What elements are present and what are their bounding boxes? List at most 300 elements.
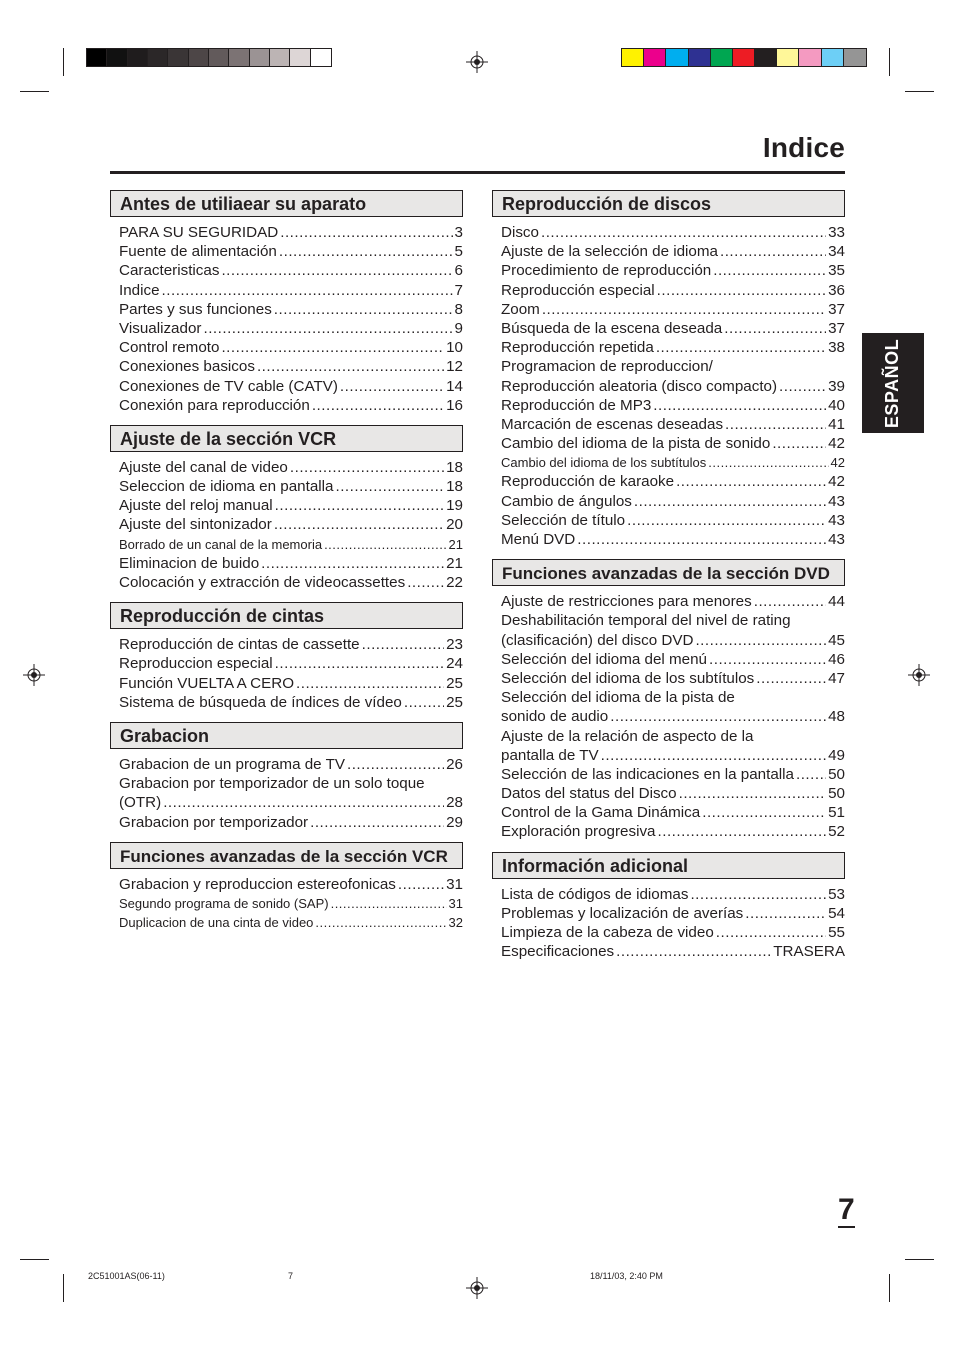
toc-entry-text: Selección del idioma de los subtítulos xyxy=(501,669,755,687)
dot-leader xyxy=(702,803,826,822)
toc-entries xyxy=(492,223,845,549)
calibration-swatch xyxy=(168,49,188,66)
dot-leader xyxy=(221,338,444,357)
dot-leader xyxy=(756,669,826,688)
dot-leader xyxy=(203,319,452,338)
dot-leader xyxy=(362,635,444,654)
toc-entry xyxy=(501,492,845,511)
toc-entry-page: 54 xyxy=(828,904,845,922)
toc-entry-text: Colocación y extracción de videocassettes xyxy=(119,574,406,591)
toc-entry xyxy=(501,319,845,338)
toc-entry-text: Conexiones de TV cable (CATV) xyxy=(119,377,338,395)
dot-leader xyxy=(324,535,446,554)
toc-entry-page: 31 xyxy=(448,895,463,911)
toc-entry-page: 25 xyxy=(446,693,463,711)
toc-entry xyxy=(119,477,463,496)
toc-entry-page: 34 xyxy=(828,243,845,261)
toc-entry-page: 20 xyxy=(446,516,463,534)
dot-leader xyxy=(312,396,444,415)
toc-entry-page: 43 xyxy=(828,511,845,529)
toc-entry-text: Grabacion y reproduccion estereofonicas xyxy=(119,875,396,893)
toc-entry xyxy=(119,875,463,894)
toc-entry xyxy=(119,554,463,573)
toc-entry xyxy=(501,707,845,726)
toc-entry xyxy=(501,415,845,434)
calibration-swatch xyxy=(777,49,799,66)
toc-entries xyxy=(110,635,463,712)
toc-entry-text: Marcación de escenas deseadas xyxy=(501,415,724,433)
section-heading: Reproducción de discos xyxy=(492,190,845,217)
dot-leader xyxy=(335,477,444,496)
toc-entry-text: Ajuste de la relación de aspecto de la xyxy=(501,727,754,745)
toc-section xyxy=(492,852,845,962)
toc-entry-page: 50 xyxy=(828,785,845,803)
toc-entry-page: 46 xyxy=(828,650,845,668)
toc-entry-text: Ajuste de restricciones para menores xyxy=(501,593,752,611)
toc-entries xyxy=(492,885,845,962)
toc-section xyxy=(110,425,463,592)
toc-entry xyxy=(501,803,845,822)
toc-entry-page: 43 xyxy=(828,531,845,548)
calibration-swatch xyxy=(270,49,290,66)
toc-entry-text: Indice xyxy=(119,281,160,299)
crop-mark xyxy=(20,1259,49,1260)
toc-entry xyxy=(501,923,845,942)
toc-entry xyxy=(501,530,845,549)
toc-entry-text: Problemas y localización de averías xyxy=(501,904,744,922)
toc-entry xyxy=(501,822,845,841)
language-tab xyxy=(862,333,924,433)
toc-entry xyxy=(119,515,463,534)
toc-entry xyxy=(119,654,463,673)
section-heading: Reproducción de cintas xyxy=(110,602,463,629)
calibration-swatch xyxy=(622,49,644,66)
toc-entry-page: 10 xyxy=(446,339,463,357)
toc-entry-text: Reproducción de MP3 xyxy=(501,396,652,414)
toc-entry-text: Grabacion por temporizador xyxy=(119,813,309,831)
calibration-swatch xyxy=(128,49,148,66)
dot-leader xyxy=(676,472,826,491)
toc-entry xyxy=(501,784,845,803)
toc-entry xyxy=(119,693,463,712)
toc-entry xyxy=(119,338,463,357)
toc-entry xyxy=(119,635,463,654)
toc-entry-page: 44 xyxy=(828,593,845,611)
dot-leader xyxy=(162,281,453,300)
dot-leader xyxy=(772,434,826,453)
calibration-swatch xyxy=(107,49,127,66)
dot-leader xyxy=(713,261,826,280)
toc-entry-page: 36 xyxy=(828,281,845,299)
calibration-swatch xyxy=(844,49,866,66)
dot-leader xyxy=(616,942,771,961)
toc-entry-page: 26 xyxy=(446,755,463,773)
calibration-swatch xyxy=(711,49,733,66)
toc-entry xyxy=(119,377,463,396)
toc-entry-page: 49 xyxy=(828,746,845,764)
toc-entry-page: 43 xyxy=(828,492,845,510)
toc-entry-page: 45 xyxy=(828,631,845,649)
toc-entry-page: 18 xyxy=(446,478,463,496)
toc-entry-text: Selección de las indicaciones en la pantalla xyxy=(501,765,794,783)
toc-entry xyxy=(501,223,845,242)
toc-entry-page: 6 xyxy=(454,262,463,280)
toc-entry-text: Ajuste del canal de video xyxy=(119,458,288,476)
toc-entry-page: 29 xyxy=(446,813,463,831)
toc-entry xyxy=(119,281,463,300)
toc-entries xyxy=(110,875,463,933)
toc-entry xyxy=(501,242,845,261)
toc-entry xyxy=(501,885,845,904)
toc-entry-text: Reproducción de karaoke xyxy=(501,473,675,491)
calibration-swatch xyxy=(666,49,688,66)
toc-entry xyxy=(119,535,463,554)
toc-entry-page: 35 xyxy=(828,262,845,280)
toc-entry xyxy=(119,319,463,338)
toc-entry xyxy=(119,755,463,774)
dot-leader xyxy=(296,674,444,693)
dot-leader xyxy=(577,530,826,549)
toc-entry-page: 32 xyxy=(448,915,463,931)
toc-entry xyxy=(501,377,845,396)
toc-entry-text: Exploración progresiva xyxy=(501,823,656,841)
dot-leader xyxy=(796,765,826,784)
crop-mark xyxy=(889,1274,890,1302)
toc-entry-text: Reproducción especial xyxy=(501,281,655,299)
toc-entry xyxy=(501,511,845,530)
section-heading: Funciones avanzadas de la sección DVD xyxy=(492,559,845,586)
dot-leader xyxy=(601,746,826,765)
page-number: 7 xyxy=(838,1193,855,1226)
section-heading: Ajuste de la sección VCR xyxy=(110,425,463,452)
toc-entry xyxy=(501,300,845,319)
toc-entry-page: 14 xyxy=(446,377,463,395)
toc-entry xyxy=(501,396,845,415)
toc-entry-page: 52 xyxy=(828,823,845,841)
toc-section xyxy=(110,722,463,832)
crop-mark xyxy=(889,48,890,76)
toc-entry xyxy=(119,357,463,376)
toc-section xyxy=(110,602,463,712)
dot-leader xyxy=(724,319,826,338)
toc-entry-page: 47 xyxy=(828,669,845,687)
toc-entry-page: 21 xyxy=(448,536,463,552)
toc-entry xyxy=(119,458,463,477)
toc-entry xyxy=(501,592,845,611)
toc-entry-text: Deshabilitación temporal del nivel de rating xyxy=(501,612,791,630)
toc-entry-page: 24 xyxy=(446,655,463,673)
toc-entry-text: Reproduccion especial xyxy=(119,655,273,673)
toc-entry-text: Conexión para reproducción xyxy=(119,396,310,414)
dot-leader xyxy=(407,573,444,592)
toc-entry-page: 21 xyxy=(446,554,463,572)
toc-entries xyxy=(110,223,463,415)
toc-entry xyxy=(119,913,463,932)
dot-leader xyxy=(310,813,444,832)
toc-entry-text: Caracteristicas xyxy=(119,262,220,280)
footer-timestamp: 18/11/03, 2:40 PM xyxy=(590,1271,663,1281)
toc-entry-page: TRASERA xyxy=(773,943,845,961)
calibration-swatch xyxy=(311,49,331,66)
toc-entry-text: (clasificación) del disco DVD xyxy=(501,631,694,649)
toc-entry-page: 18 xyxy=(446,458,463,476)
dot-leader xyxy=(404,693,444,712)
dot-leader xyxy=(657,281,826,300)
dot-leader xyxy=(221,261,452,280)
toc-entry-page: 22 xyxy=(446,574,463,591)
crop-mark xyxy=(905,1259,934,1260)
calibration-swatch xyxy=(229,49,249,66)
dot-leader xyxy=(257,357,444,376)
toc-entry-page: 53 xyxy=(828,885,845,903)
dot-leader xyxy=(610,707,826,726)
toc-entry-text: Segundo programa de sonido (SAP) xyxy=(119,895,329,911)
dot-leader xyxy=(627,511,826,530)
toc-entry-text: Ajuste del reloj manual xyxy=(119,497,273,515)
dot-leader xyxy=(708,453,828,472)
toc-entry-text: Programacion de reproduccion/ xyxy=(501,358,713,376)
toc-entry-text: Especificaciones xyxy=(501,943,615,961)
toc-entry-text: Sistema de búsqueda de índices de vídeo xyxy=(119,693,402,711)
toc-section xyxy=(110,842,463,933)
toc-entry xyxy=(501,472,845,491)
footer-page: 7 xyxy=(288,1271,294,1281)
toc-entry xyxy=(501,281,845,300)
toc-entry xyxy=(501,434,845,453)
toc-entry-text: Ajuste del sintonizador xyxy=(119,516,272,534)
toc-entry xyxy=(119,300,463,319)
dot-leader xyxy=(653,396,826,415)
toc-entry-page: 25 xyxy=(446,674,463,692)
color-calibration-bar xyxy=(621,48,867,67)
toc-entry xyxy=(119,573,463,592)
footer-code: 2C51001AS(06-11) xyxy=(88,1271,165,1281)
toc-entry-page: 51 xyxy=(828,804,845,822)
toc-entry-text: Zoom xyxy=(501,300,540,318)
toc-entry-text: Selección del idioma de la pista de xyxy=(501,689,735,707)
section-heading: Funciones avanzadas de la sección VCR xyxy=(110,842,463,869)
toc-entry-text: Procedimiento de reproducción xyxy=(501,262,712,280)
toc-entry-text: Reproducción repetida xyxy=(501,339,654,357)
toc-entry xyxy=(501,453,845,472)
dot-leader xyxy=(275,496,444,515)
section-heading: Información adicional xyxy=(492,852,845,879)
dot-leader xyxy=(279,242,453,261)
toc-entry-page: 48 xyxy=(828,708,845,726)
toc-section xyxy=(110,190,463,415)
toc-entry xyxy=(501,765,845,784)
dot-leader xyxy=(695,631,826,650)
toc-entry-text: Borrado de un canal de la memoria xyxy=(119,536,323,552)
toc-entry xyxy=(501,631,845,650)
toc-entry-page: 31 xyxy=(446,875,463,893)
toc-entry xyxy=(119,223,463,242)
toc-entry-page: 33 xyxy=(828,224,845,241)
dot-leader xyxy=(163,793,444,812)
dot-leader xyxy=(347,755,444,774)
toc-entry-text: Reproducción de cintas de cassette xyxy=(119,636,360,654)
registration-mark-icon xyxy=(466,51,488,73)
toc-entry-page: 39 xyxy=(828,377,845,395)
dot-leader xyxy=(542,300,826,319)
toc-entries xyxy=(110,458,463,592)
section-heading: Antes de utiliaear su aparato xyxy=(110,190,463,217)
registration-mark-icon xyxy=(23,664,45,686)
toc-entry-page: 37 xyxy=(828,319,845,337)
calibration-swatch xyxy=(209,49,229,66)
calibration-swatch xyxy=(290,49,310,66)
dot-leader xyxy=(261,554,444,573)
toc-entry xyxy=(119,242,463,261)
toc-left-column xyxy=(110,190,463,942)
toc-entry-page: 55 xyxy=(828,924,845,941)
toc-entry-page: 40 xyxy=(828,396,845,414)
dot-leader xyxy=(274,300,453,319)
toc-entry-text: Control de la Gama Dinámica xyxy=(501,804,701,822)
toc-entry-text: Visualizador xyxy=(119,319,202,337)
toc-entry xyxy=(119,793,463,812)
dot-leader xyxy=(634,492,826,511)
toc-entry xyxy=(501,338,845,357)
toc-entry-text: Selección de título xyxy=(501,511,626,529)
toc-entry xyxy=(119,261,463,280)
toc-entry-page: 8 xyxy=(454,300,463,318)
calibration-swatch xyxy=(799,49,821,66)
toc-entry xyxy=(501,669,845,688)
toc-entry xyxy=(501,942,845,961)
dot-leader xyxy=(745,904,826,923)
dot-leader xyxy=(716,923,826,942)
toc-entry-text: Cambio del idioma de los subtítulos xyxy=(501,455,707,471)
toc-entry-text: Selección del idioma del menú xyxy=(501,650,707,668)
toc-entry-text: (OTR) xyxy=(119,794,162,812)
toc-right-column xyxy=(492,190,845,971)
toc-entry-text: Eliminacion de buido xyxy=(119,554,260,572)
toc-entry-text: Control remoto xyxy=(119,339,220,357)
toc-entry-page: 19 xyxy=(446,497,463,515)
toc-section xyxy=(492,190,845,549)
dot-leader xyxy=(315,913,446,932)
crop-mark xyxy=(905,91,934,92)
dot-leader xyxy=(779,377,826,396)
toc-entry-text: Cambio de ángulos xyxy=(501,492,632,510)
dot-leader xyxy=(541,223,826,242)
toc-entry-text: Función VUELTA A CERO xyxy=(119,674,295,692)
dot-leader xyxy=(274,515,444,534)
calibration-swatch xyxy=(644,49,666,66)
toc-entry xyxy=(119,396,463,415)
toc-section xyxy=(492,559,845,841)
crop-mark xyxy=(63,1274,64,1302)
toc-entry-text: Conexiones basicos xyxy=(119,358,255,376)
dot-leader xyxy=(398,875,444,894)
dot-leader xyxy=(331,894,447,913)
title-rule xyxy=(110,171,845,174)
toc-entry-text: sonido de audio xyxy=(501,708,609,726)
toc-entry-text: Grabacion por temporizador de un solo toque xyxy=(119,775,425,793)
dot-leader xyxy=(679,784,827,803)
dot-leader xyxy=(720,242,826,261)
dot-leader xyxy=(275,654,444,673)
registration-mark-icon xyxy=(466,1277,488,1299)
toc-entry-text: Partes y sus funciones xyxy=(119,300,272,318)
toc-entry-page: 37 xyxy=(828,300,845,318)
calibration-swatch xyxy=(148,49,168,66)
toc-entry-page: 12 xyxy=(446,358,463,376)
toc-entry xyxy=(501,650,845,669)
toc-entry-page: 16 xyxy=(446,396,463,414)
toc-entry-text: Cambio del idioma de la pista de sonido xyxy=(501,435,771,453)
toc-entry-text: pantalla de TV xyxy=(501,746,599,764)
toc-entry-text: Seleccion de idioma en pantalla xyxy=(119,478,334,496)
calibration-swatch xyxy=(250,49,270,66)
toc-entry-page: 38 xyxy=(828,339,845,357)
dot-leader xyxy=(709,650,826,669)
dot-leader xyxy=(656,338,826,357)
toc-entry xyxy=(119,674,463,693)
toc-entry-page: 7 xyxy=(454,281,463,299)
toc-entry-page: 9 xyxy=(454,319,463,337)
toc-entry-page: 23 xyxy=(446,636,463,654)
toc-entry xyxy=(501,746,845,765)
calibration-swatch xyxy=(733,49,755,66)
dot-leader xyxy=(280,223,452,242)
calibration-swatch xyxy=(755,49,777,66)
toc-entry-text: Lista de códigos de idiomas xyxy=(501,885,689,903)
language-tab-label: ESPAÑOL xyxy=(882,338,903,428)
toc-entry-text: PARA SU SEGURIDAD xyxy=(119,224,279,241)
dot-leader xyxy=(754,592,826,611)
dot-leader xyxy=(690,885,826,904)
toc-entry-text: Datos del status del Disco xyxy=(501,785,677,803)
section-heading: Grabacion xyxy=(110,722,463,749)
calibration-swatch xyxy=(822,49,844,66)
toc-entry-text: Menú DVD xyxy=(501,531,576,548)
toc-entry-page: 42 xyxy=(830,455,845,471)
calibration-swatch xyxy=(689,49,711,66)
toc-entry xyxy=(119,894,463,913)
page-title: Indice xyxy=(762,132,845,163)
registration-mark-icon xyxy=(908,664,930,686)
toc-entry-text: Limpieza de la cabeza de video xyxy=(501,924,714,941)
toc-entry-page: 5 xyxy=(454,243,463,261)
toc-entry-text: Disco xyxy=(501,224,539,241)
toc-entry-page: 50 xyxy=(828,765,845,783)
toc-entry xyxy=(501,261,845,280)
dot-leader xyxy=(725,415,826,434)
dot-leader xyxy=(340,377,444,396)
calibration-swatch xyxy=(87,49,107,66)
toc-entry-page: 3 xyxy=(454,224,463,241)
toc-entry-page: 28 xyxy=(446,794,463,812)
toc-entry-text: Duplicacion de una cinta de video xyxy=(119,915,314,931)
toc-entry xyxy=(119,496,463,515)
crop-mark xyxy=(63,48,64,76)
toc-entry-text: Grabacion de un programa de TV xyxy=(119,755,345,773)
dot-leader xyxy=(658,822,827,841)
grayscale-calibration-bar xyxy=(86,48,332,67)
toc-entry-page: 42 xyxy=(828,435,845,453)
crop-mark xyxy=(20,91,49,92)
toc-entry-text: Búsqueda de la escena deseada xyxy=(501,319,723,337)
toc-entry-page: 41 xyxy=(828,415,845,433)
toc-entry-page: 42 xyxy=(828,473,845,491)
toc-entry-text: Fuente de alimentación xyxy=(119,243,277,261)
calibration-swatch xyxy=(189,49,209,66)
toc-entries xyxy=(492,592,845,841)
toc-entry xyxy=(119,813,463,832)
toc-entries xyxy=(110,755,463,832)
